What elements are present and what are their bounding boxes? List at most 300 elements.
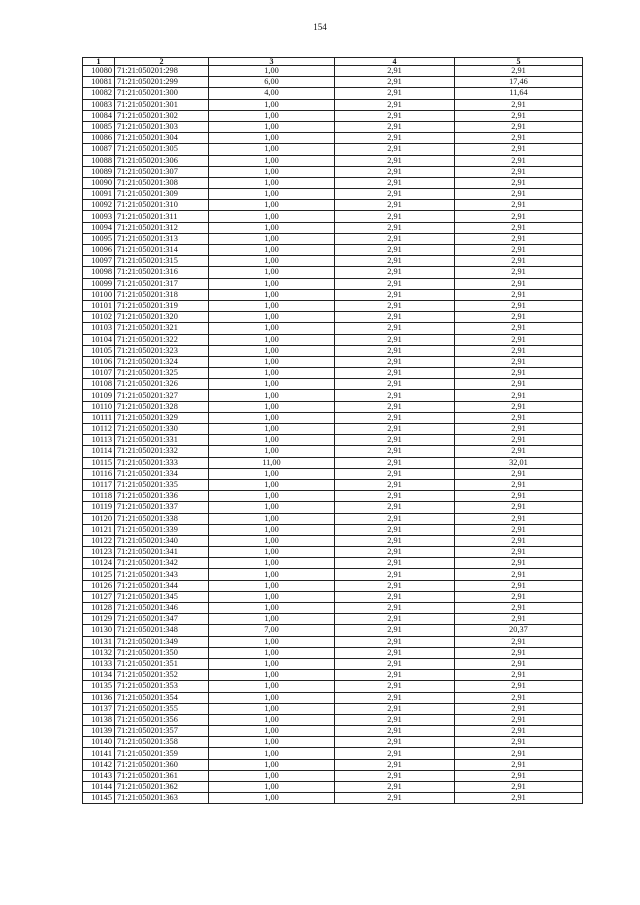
column-header: 1 <box>83 58 115 66</box>
table-row <box>83 793 583 804</box>
row-number-cell: 10103 <box>83 323 115 334</box>
row-number-cell: 10130 <box>83 625 115 636</box>
quantity-cell: 6,00 <box>209 77 335 88</box>
rate-cell: 2,91 <box>335 345 455 356</box>
table-row <box>83 591 583 602</box>
cadastral-number-cell: 71:21:050201:305 <box>115 144 209 155</box>
rate-cell: 2,91 <box>335 569 455 580</box>
quantity-cell: 1,00 <box>209 468 335 479</box>
row-number-cell: 10125 <box>83 569 115 580</box>
total-cell: 2,91 <box>455 166 583 177</box>
cadastral-number-cell: 71:21:050201:338 <box>115 513 209 524</box>
quantity-cell: 1,00 <box>209 177 335 188</box>
cadastral-number-cell: 71:21:050201:362 <box>115 782 209 793</box>
row-number-cell: 10126 <box>83 580 115 591</box>
rate-cell: 2,91 <box>335 368 455 379</box>
rate-cell: 2,91 <box>335 457 455 468</box>
table-row <box>83 569 583 580</box>
row-number-cell: 10084 <box>83 110 115 121</box>
cadastral-number-cell: 71:21:050201:345 <box>115 591 209 602</box>
quantity-cell: 1,00 <box>209 558 335 569</box>
table-row <box>83 211 583 222</box>
quantity-cell: 1,00 <box>209 502 335 513</box>
quantity-cell: 1,00 <box>209 670 335 681</box>
cadastral-number-cell: 71:21:050201:307 <box>115 166 209 177</box>
rate-cell: 2,91 <box>335 737 455 748</box>
row-number-cell: 10135 <box>83 681 115 692</box>
row-number-cell: 10116 <box>83 468 115 479</box>
total-cell: 2,91 <box>455 144 583 155</box>
row-number-cell: 10122 <box>83 535 115 546</box>
cadastral-number-cell: 71:21:050201:343 <box>115 569 209 580</box>
rate-cell: 2,91 <box>335 245 455 256</box>
cadastral-number-cell: 71:21:050201:356 <box>115 714 209 725</box>
row-number-cell: 10137 <box>83 703 115 714</box>
row-number-cell: 10114 <box>83 446 115 457</box>
cadastral-number-cell: 71:21:050201:330 <box>115 424 209 435</box>
table-row <box>83 703 583 714</box>
table-row <box>83 200 583 211</box>
table-row <box>83 334 583 345</box>
quantity-cell: 1,00 <box>209 535 335 546</box>
rate-cell: 2,91 <box>335 88 455 99</box>
row-number-cell: 10095 <box>83 233 115 244</box>
rate-cell: 2,91 <box>335 614 455 625</box>
table-row <box>83 658 583 669</box>
row-number-cell: 10118 <box>83 491 115 502</box>
table-row <box>83 770 583 781</box>
total-cell: 2,91 <box>455 703 583 714</box>
quantity-cell: 1,00 <box>209 759 335 770</box>
total-cell: 2,91 <box>455 580 583 591</box>
total-cell: 2,91 <box>455 412 583 423</box>
rate-cell: 2,91 <box>335 491 455 502</box>
quantity-cell: 1,00 <box>209 614 335 625</box>
page-number: 154 <box>313 22 327 32</box>
row-number-cell: 10113 <box>83 435 115 446</box>
total-cell: 2,91 <box>455 793 583 804</box>
quantity-cell: 4,00 <box>209 88 335 99</box>
total-cell: 2,91 <box>455 770 583 781</box>
total-cell: 2,91 <box>455 558 583 569</box>
total-cell: 2,91 <box>455 468 583 479</box>
table-row <box>83 435 583 446</box>
table-row <box>83 782 583 793</box>
table-row <box>83 759 583 770</box>
total-cell: 2,91 <box>455 300 583 311</box>
cadastral-number-cell: 71:21:050201:353 <box>115 681 209 692</box>
cadastral-number-cell: 71:21:050201:342 <box>115 558 209 569</box>
cadastral-number-cell: 71:21:050201:300 <box>115 88 209 99</box>
quantity-cell: 1,00 <box>209 222 335 233</box>
rate-cell: 2,91 <box>335 267 455 278</box>
total-cell: 2,91 <box>455 424 583 435</box>
total-cell: 2,91 <box>455 334 583 345</box>
table-row <box>83 166 583 177</box>
column-header: 4 <box>335 58 455 66</box>
cadastral-number-cell: 71:21:050201:341 <box>115 547 209 558</box>
total-cell: 2,91 <box>455 345 583 356</box>
cadastral-number-cell: 71:21:050201:358 <box>115 737 209 748</box>
table-row <box>83 401 583 412</box>
row-number-cell: 10123 <box>83 547 115 558</box>
quantity-cell: 1,00 <box>209 368 335 379</box>
table-row <box>83 468 583 479</box>
cadastral-number-cell: 71:21:050201:336 <box>115 491 209 502</box>
rate-cell: 2,91 <box>335 323 455 334</box>
row-number-cell: 10145 <box>83 793 115 804</box>
total-cell: 2,91 <box>455 513 583 524</box>
table-row <box>83 368 583 379</box>
cadastral-number-cell: 71:21:050201:351 <box>115 658 209 669</box>
cadastral-number-cell: 71:21:050201:360 <box>115 759 209 770</box>
quantity-cell: 1,00 <box>209 312 335 323</box>
total-cell: 2,91 <box>455 569 583 580</box>
cadastral-number-cell: 71:21:050201:316 <box>115 267 209 278</box>
cadastral-number-cell: 71:21:050201:329 <box>115 412 209 423</box>
rate-cell: 2,91 <box>335 435 455 446</box>
table-row <box>83 121 583 132</box>
total-cell: 2,91 <box>455 379 583 390</box>
rate-cell: 2,91 <box>335 535 455 546</box>
row-number-cell: 10087 <box>83 144 115 155</box>
cadastral-number-cell: 71:21:050201:301 <box>115 99 209 110</box>
total-cell: 2,91 <box>455 390 583 401</box>
quantity-cell: 1,00 <box>209 479 335 490</box>
total-cell: 2,91 <box>455 289 583 300</box>
table-row <box>83 603 583 614</box>
total-cell: 11,64 <box>455 88 583 99</box>
rate-cell: 2,91 <box>335 424 455 435</box>
quantity-cell: 7,00 <box>209 625 335 636</box>
rate-cell: 2,91 <box>335 547 455 558</box>
cadastral-number-cell: 71:21:050201:310 <box>115 200 209 211</box>
quantity-cell: 1,00 <box>209 737 335 748</box>
cadastral-number-cell: 71:21:050201:315 <box>115 256 209 267</box>
quantity-cell: 1,00 <box>209 289 335 300</box>
row-number-cell: 10088 <box>83 155 115 166</box>
table-row <box>83 446 583 457</box>
table-row <box>83 245 583 256</box>
cadastral-number-cell: 71:21:050201:340 <box>115 535 209 546</box>
rate-cell: 2,91 <box>335 703 455 714</box>
total-cell: 2,91 <box>455 614 583 625</box>
total-cell: 2,91 <box>455 446 583 457</box>
total-cell: 2,91 <box>455 547 583 558</box>
row-number-cell: 10109 <box>83 390 115 401</box>
row-number-cell: 10139 <box>83 726 115 737</box>
rate-cell: 2,91 <box>335 770 455 781</box>
cadastral-number-cell: 71:21:050201:320 <box>115 312 209 323</box>
total-cell: 2,91 <box>455 737 583 748</box>
cadastral-number-cell: 71:21:050201:314 <box>115 245 209 256</box>
rate-cell: 2,91 <box>335 468 455 479</box>
quantity-cell: 1,00 <box>209 390 335 401</box>
rate-cell: 2,91 <box>335 748 455 759</box>
cadastral-number-cell: 71:21:050201:308 <box>115 177 209 188</box>
row-number-cell: 10144 <box>83 782 115 793</box>
total-cell: 2,91 <box>455 200 583 211</box>
cadastral-number-cell: 71:21:050201:317 <box>115 278 209 289</box>
cadastral-number-cell: 71:21:050201:352 <box>115 670 209 681</box>
quantity-cell: 1,00 <box>209 121 335 132</box>
cadastral-number-cell: 71:21:050201:332 <box>115 446 209 457</box>
total-cell: 17,46 <box>455 77 583 88</box>
rate-cell: 2,91 <box>335 401 455 412</box>
row-number-cell: 10132 <box>83 647 115 658</box>
table-row <box>83 289 583 300</box>
rate-cell: 2,91 <box>335 256 455 267</box>
table-body <box>83 66 583 804</box>
rate-cell: 2,91 <box>335 793 455 804</box>
table-row <box>83 278 583 289</box>
rate-cell: 2,91 <box>335 189 455 200</box>
cadastral-number-cell: 71:21:050201:306 <box>115 155 209 166</box>
table-row <box>83 110 583 121</box>
total-cell: 2,91 <box>455 714 583 725</box>
table-row <box>83 189 583 200</box>
table-row <box>83 345 583 356</box>
quantity-cell: 1,00 <box>209 782 335 793</box>
table-row <box>83 77 583 88</box>
total-cell: 2,91 <box>455 121 583 132</box>
quantity-cell: 1,00 <box>209 323 335 334</box>
total-cell: 2,91 <box>455 658 583 669</box>
quantity-cell: 1,00 <box>209 524 335 535</box>
table-row <box>83 681 583 692</box>
total-cell: 2,91 <box>455 647 583 658</box>
row-number-cell: 10115 <box>83 457 115 468</box>
column-header: 5 <box>455 58 583 66</box>
table-row <box>83 580 583 591</box>
table-row <box>83 177 583 188</box>
quantity-cell: 1,00 <box>209 726 335 737</box>
row-number-cell: 10111 <box>83 412 115 423</box>
cadastral-number-cell: 71:21:050201:318 <box>115 289 209 300</box>
table-row <box>83 412 583 423</box>
rate-cell: 2,91 <box>335 636 455 647</box>
rate-cell: 2,91 <box>335 211 455 222</box>
row-number-cell: 10119 <box>83 502 115 513</box>
cadastral-number-cell: 71:21:050201:312 <box>115 222 209 233</box>
row-number-cell: 10140 <box>83 737 115 748</box>
cadastral-number-cell: 71:21:050201:321 <box>115 323 209 334</box>
rate-cell: 2,91 <box>335 692 455 703</box>
table-row <box>83 636 583 647</box>
quantity-cell: 1,00 <box>209 211 335 222</box>
quantity-cell: 1,00 <box>209 256 335 267</box>
table-row <box>83 558 583 569</box>
row-number-cell: 10091 <box>83 189 115 200</box>
quantity-cell: 1,00 <box>209 435 335 446</box>
rate-cell: 2,91 <box>335 166 455 177</box>
row-number-cell: 10098 <box>83 267 115 278</box>
row-number-cell: 10105 <box>83 345 115 356</box>
cadastral-number-cell: 71:21:050201:298 <box>115 66 209 77</box>
row-number-cell: 10097 <box>83 256 115 267</box>
row-number-cell: 10092 <box>83 200 115 211</box>
rate-cell: 2,91 <box>335 513 455 524</box>
table-row <box>83 479 583 490</box>
rate-cell: 2,91 <box>335 670 455 681</box>
table-row <box>83 222 583 233</box>
quantity-cell: 1,00 <box>209 547 335 558</box>
row-number-cell: 10133 <box>83 658 115 669</box>
row-number-cell: 10121 <box>83 524 115 535</box>
cadastral-number-cell: 71:21:050201:337 <box>115 502 209 513</box>
cadastral-number-cell: 71:21:050201:348 <box>115 625 209 636</box>
rate-cell: 2,91 <box>335 714 455 725</box>
cadastral-number-cell: 71:21:050201:355 <box>115 703 209 714</box>
total-cell: 2,91 <box>455 66 583 77</box>
table-row <box>83 625 583 636</box>
rate-cell: 2,91 <box>335 334 455 345</box>
table-row <box>83 692 583 703</box>
cadastral-number-cell: 71:21:050201:344 <box>115 580 209 591</box>
quantity-cell: 1,00 <box>209 345 335 356</box>
quantity-cell: 1,00 <box>209 300 335 311</box>
table-row <box>83 670 583 681</box>
quantity-cell: 1,00 <box>209 166 335 177</box>
table-row <box>83 491 583 502</box>
quantity-cell: 1,00 <box>209 144 335 155</box>
row-number-cell: 10112 <box>83 424 115 435</box>
cadastral-number-cell: 71:21:050201:363 <box>115 793 209 804</box>
table-row <box>83 356 583 367</box>
table-row <box>83 379 583 390</box>
total-cell: 2,91 <box>455 524 583 535</box>
table-row <box>83 300 583 311</box>
rate-cell: 2,91 <box>335 177 455 188</box>
rate-cell: 2,91 <box>335 99 455 110</box>
total-cell: 2,91 <box>455 312 583 323</box>
quantity-cell: 1,00 <box>209 692 335 703</box>
cadastral-number-cell: 71:21:050201:331 <box>115 435 209 446</box>
total-cell: 2,91 <box>455 502 583 513</box>
quantity-cell: 1,00 <box>209 636 335 647</box>
total-cell: 2,91 <box>455 491 583 502</box>
cadastral-number-cell: 71:21:050201:324 <box>115 356 209 367</box>
row-number-cell: 10093 <box>83 211 115 222</box>
quantity-cell: 1,00 <box>209 99 335 110</box>
quantity-cell: 11,00 <box>209 457 335 468</box>
rate-cell: 2,91 <box>335 759 455 770</box>
table-row <box>83 714 583 725</box>
cadastral-number-cell: 71:21:050201:334 <box>115 468 209 479</box>
total-cell: 2,91 <box>455 401 583 412</box>
row-number-cell: 10117 <box>83 479 115 490</box>
rate-cell: 2,91 <box>335 200 455 211</box>
row-number-cell: 10106 <box>83 356 115 367</box>
total-cell: 20,37 <box>455 625 583 636</box>
total-cell: 2,91 <box>455 748 583 759</box>
table-row <box>83 390 583 401</box>
rate-cell: 2,91 <box>335 379 455 390</box>
total-cell: 2,91 <box>455 681 583 692</box>
rate-cell: 2,91 <box>335 356 455 367</box>
row-number-cell: 10141 <box>83 748 115 759</box>
rate-cell: 2,91 <box>335 726 455 737</box>
quantity-cell: 1,00 <box>209 412 335 423</box>
column-header: 3 <box>209 58 335 66</box>
quantity-cell: 1,00 <box>209 66 335 77</box>
quantity-cell: 1,00 <box>209 278 335 289</box>
rate-cell: 2,91 <box>335 312 455 323</box>
total-cell: 2,91 <box>455 99 583 110</box>
row-number-cell: 10134 <box>83 670 115 681</box>
table-row <box>83 312 583 323</box>
row-number-cell: 10142 <box>83 759 115 770</box>
quantity-cell: 1,00 <box>209 770 335 781</box>
cadastral-number-cell: 71:21:050201:323 <box>115 345 209 356</box>
table-row <box>83 726 583 737</box>
rate-cell: 2,91 <box>335 591 455 602</box>
row-number-cell: 10082 <box>83 88 115 99</box>
row-number-cell: 10100 <box>83 289 115 300</box>
row-number-cell: 10101 <box>83 300 115 311</box>
quantity-cell: 1,00 <box>209 334 335 345</box>
table-row <box>83 647 583 658</box>
total-cell: 32,01 <box>455 457 583 468</box>
quantity-cell: 1,00 <box>209 591 335 602</box>
column-header: 2 <box>115 58 209 66</box>
total-cell: 2,91 <box>455 692 583 703</box>
rate-cell: 2,91 <box>335 289 455 300</box>
total-cell: 2,91 <box>455 782 583 793</box>
row-number-cell: 10110 <box>83 401 115 412</box>
quantity-cell: 1,00 <box>209 681 335 692</box>
cadastral-number-cell: 71:21:050201:346 <box>115 603 209 614</box>
table-row <box>83 748 583 759</box>
cadastral-number-cell: 71:21:050201:327 <box>115 390 209 401</box>
row-number-cell: 10086 <box>83 133 115 144</box>
rate-cell: 2,91 <box>335 66 455 77</box>
table-row <box>83 233 583 244</box>
row-number-cell: 10083 <box>83 99 115 110</box>
rate-cell: 2,91 <box>335 222 455 233</box>
row-number-cell: 10127 <box>83 591 115 602</box>
cadastral-number-cell: 71:21:050201:357 <box>115 726 209 737</box>
quantity-cell: 1,00 <box>209 267 335 278</box>
cadastral-number-cell: 71:21:050201:313 <box>115 233 209 244</box>
total-cell: 2,91 <box>455 535 583 546</box>
quantity-cell: 1,00 <box>209 491 335 502</box>
rate-cell: 2,91 <box>335 681 455 692</box>
quantity-cell: 1,00 <box>209 793 335 804</box>
total-cell: 2,91 <box>455 177 583 188</box>
rate-cell: 2,91 <box>335 524 455 535</box>
row-number-cell: 10096 <box>83 245 115 256</box>
rate-cell: 2,91 <box>335 110 455 121</box>
cadastral-number-cell: 71:21:050201:328 <box>115 401 209 412</box>
total-cell: 2,91 <box>455 256 583 267</box>
total-cell: 2,91 <box>455 591 583 602</box>
total-cell: 2,91 <box>455 233 583 244</box>
quantity-cell: 1,00 <box>209 200 335 211</box>
row-number-cell: 10094 <box>83 222 115 233</box>
quantity-cell: 1,00 <box>209 379 335 390</box>
total-cell: 2,91 <box>455 368 583 379</box>
table-row <box>83 256 583 267</box>
rate-cell: 2,91 <box>335 412 455 423</box>
cadastral-number-cell: 71:21:050201:354 <box>115 692 209 703</box>
row-number-cell: 10129 <box>83 614 115 625</box>
quantity-cell: 1,00 <box>209 155 335 166</box>
row-number-cell: 10104 <box>83 334 115 345</box>
row-number-cell: 10081 <box>83 77 115 88</box>
total-cell: 2,91 <box>455 222 583 233</box>
table-row <box>83 88 583 99</box>
